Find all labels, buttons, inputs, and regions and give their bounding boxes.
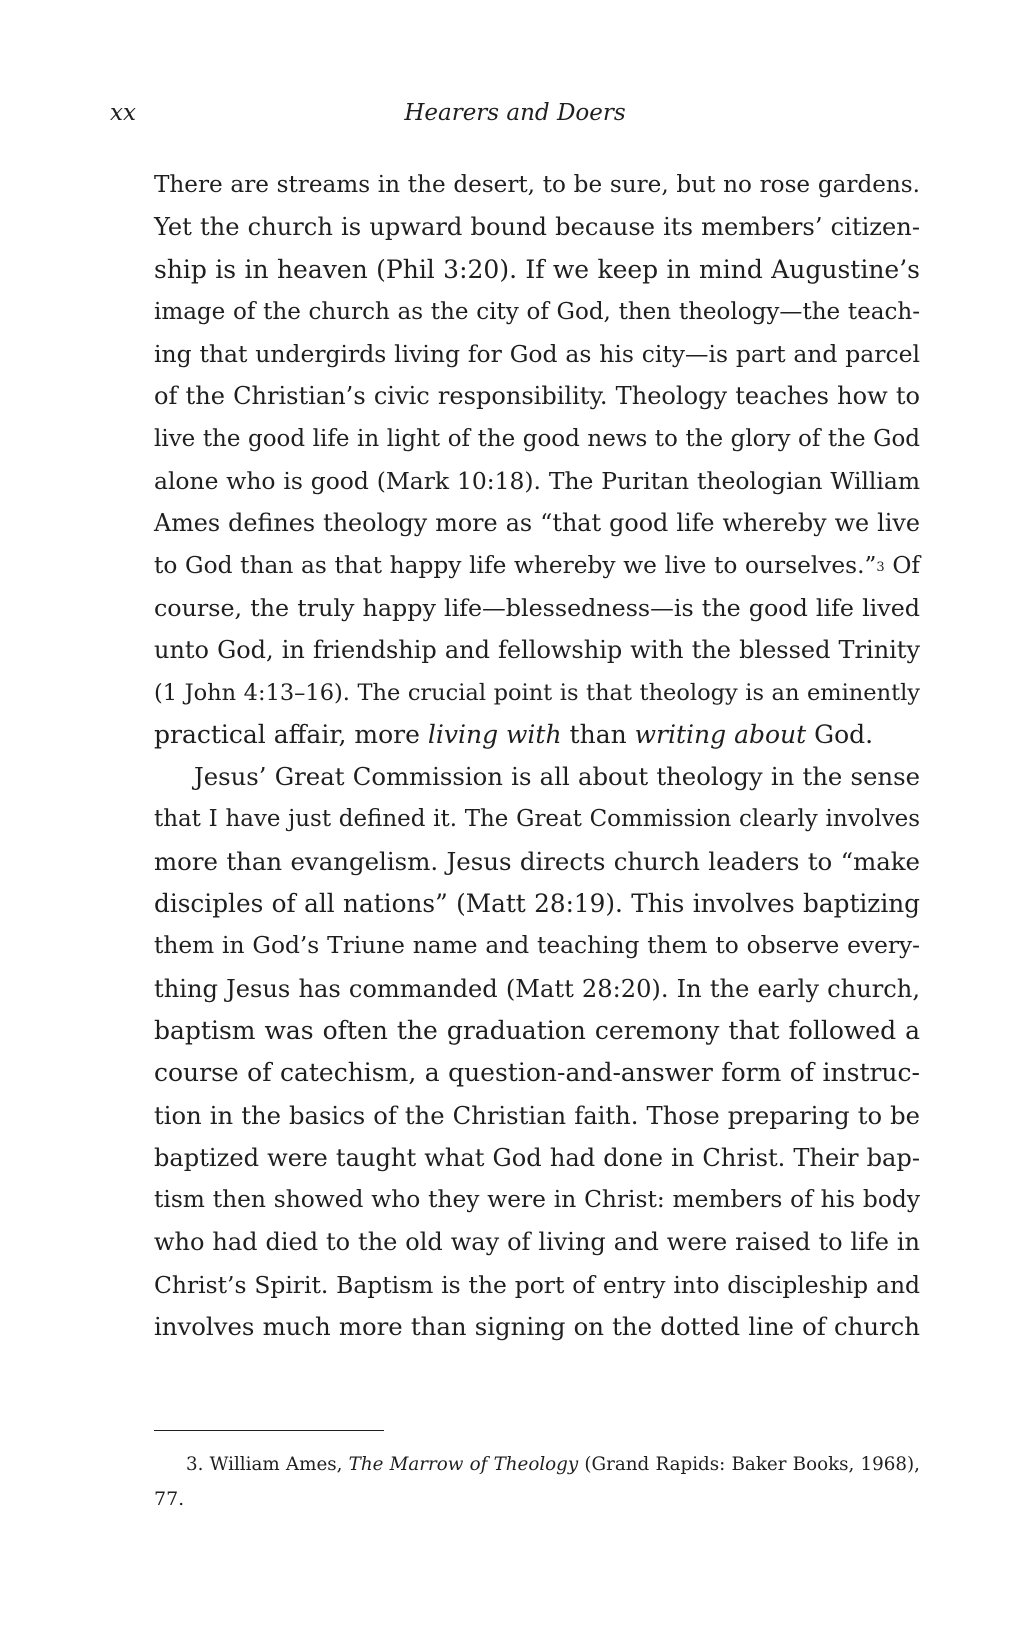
footnote-author: William Ames,	[209, 1454, 343, 1475]
paragraph-2	[154, 756, 920, 1348]
text-line: more than evangelism. Jesus directs church leaders to “make	[154, 846, 920, 876]
text-line: baptism was often the graduation ceremony that followed a	[154, 1015, 920, 1045]
text-line: Ames defines theology more as “that good life whereby we live	[154, 509, 920, 538]
text-line: (1 John 4:13–16). The crucial point is that theology is an eminently	[154, 679, 920, 706]
footnote-publication: (Grand Rapids: Baker Books, 1968),	[584, 1454, 920, 1475]
text-segment: Of	[884, 551, 921, 579]
footnote-divider	[154, 1430, 384, 1431]
body-text	[154, 164, 920, 1348]
footnote-page: 77.	[154, 1488, 185, 1510]
text-line: course of catechism, a question-and-answer form of instruc-	[154, 1058, 920, 1088]
text-segment: than	[561, 719, 635, 749]
footnote	[154, 1448, 920, 1516]
text-line: live the good life in light of the good news to the glory of the God	[154, 425, 920, 452]
text-line: ship is in heaven (Phil 3:20). If we keep in mind Augustine’s	[154, 254, 920, 284]
paragraph-1	[154, 164, 920, 756]
text-line: thing Jesus has commanded (Matt 28:20). In the early church,	[154, 974, 920, 1003]
text-line: tism then showed who they were in Christ: members of his body	[154, 1186, 920, 1214]
footnote-title: The Marrow of Theology	[348, 1454, 579, 1475]
text-line	[154, 714, 920, 756]
text-line: baptized were taught what God had done in Christ. Their bap-	[154, 1143, 920, 1172]
text-line: ing that undergirds living for God as his city—is part and parcel	[154, 340, 920, 369]
page-number: xx	[110, 100, 136, 126]
footnote-number: 3.	[186, 1454, 204, 1475]
running-title: Hearers and Doers	[404, 100, 626, 126]
text-line: unto God, in friendship and fellowship with the blessed Trinity	[154, 636, 920, 665]
text-line: Jesus’ Great Commission is all about theology in the sense	[194, 762, 920, 792]
footnote-line	[154, 1448, 920, 1482]
text-line: course, the truly happy life—blessedness—is the good life lived	[154, 593, 920, 622]
text-line: Yet the church is upward bound because its members’ citizen-	[154, 213, 920, 242]
text-segment: practical affair, more	[154, 719, 428, 749]
text-line: tion in the basics of the Christian faith. Those preparing to be	[154, 1100, 920, 1130]
text-line: who had died to the old way of living and were raised to life in	[154, 1228, 920, 1257]
text-line	[154, 545, 920, 587]
text-line: that I have just defined it. The Great Commission clearly involves	[154, 806, 920, 833]
text-segment: to God than as that happy life whereby we live to ourselves.”	[154, 551, 877, 579]
text-segment: God.	[806, 719, 874, 749]
text-line: image of the church as the city of God, then theology—the teach-	[154, 298, 920, 325]
emphasis-living-with: living with	[427, 719, 562, 749]
text-line: disciples of all nations” (Matt 28:19). This involves baptizing	[154, 889, 920, 919]
text-line: There are streams in the desert, to be sure, but no rose gardens.	[154, 172, 920, 198]
text-line: alone who is good (Mark 10:18). The Puritan theologian William	[154, 467, 920, 496]
emphasis-writing-about: writing about	[634, 719, 807, 749]
footnote-reference[interactable]: 3	[876, 559, 885, 575]
text-line: of the Christian’s civic responsibility. Theology teaches how to	[154, 382, 920, 411]
text-line: involves much more than signing on the dotted line of church	[154, 1312, 920, 1342]
text-line: Christ’s Spirit. Baptism is the port of entry into discipleship and	[154, 1270, 920, 1299]
text-line: them in God’s Triune name and teaching them to observe every-	[154, 932, 920, 960]
running-header	[110, 100, 920, 136]
